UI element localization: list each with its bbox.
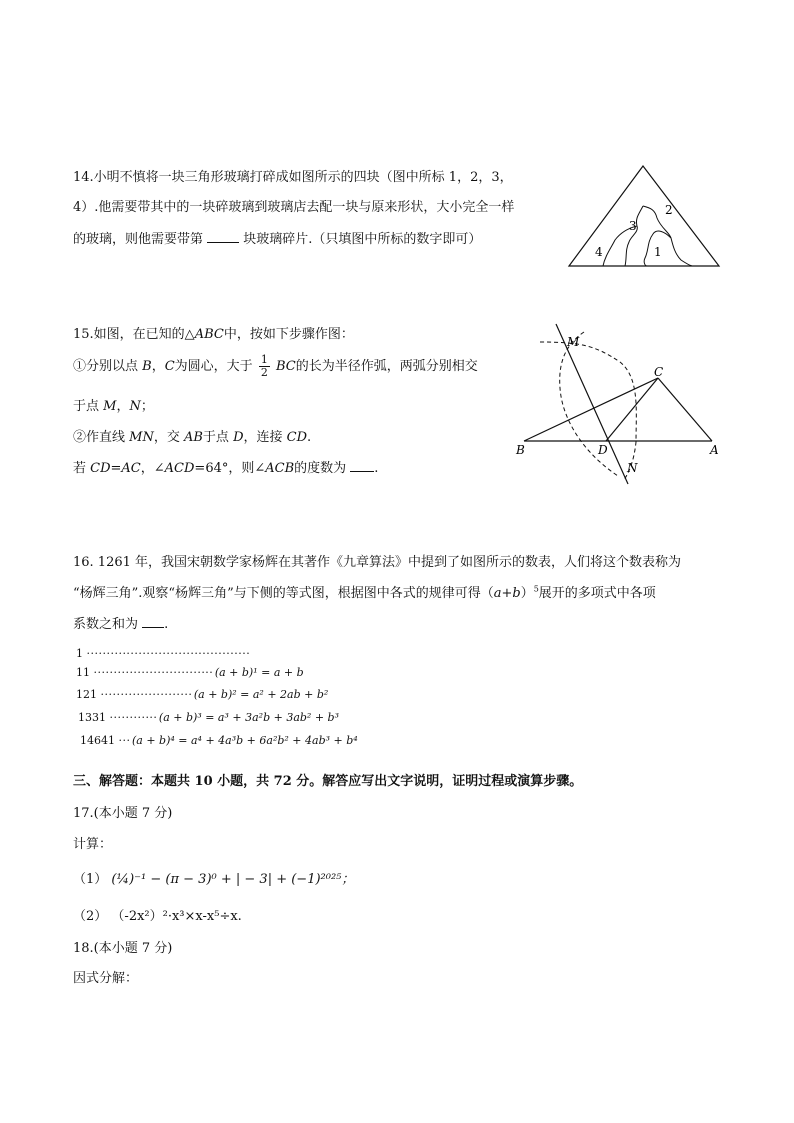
q16-line2-a: “杨辉三角”.观察“杨辉三角”与下侧的等式图，根据图中各式的规律可得（ [73,586,494,601]
q15-line1-b: ABC [194,327,224,342]
q16-line3-a: 系数之和为 [73,617,139,632]
yanghui-row-4 [78,711,339,724]
q16-line3 [73,613,168,632]
yanghui-row-1 [76,647,248,660]
q15-geometry-figure [510,322,730,488]
q17-part-1-expr: (¼)⁻¹ − (π − 3)⁰ + | − 3| + (−1)²⁰²⁵； [111,872,355,887]
q16-line2-b: a+b [493,586,521,601]
yanghui-row-1-num: 1 [76,647,83,660]
q15-line2-b: B [142,359,152,374]
q14-triangle-outline [569,166,719,266]
q16-line2-c: ） [520,586,534,601]
q15-segment-BC [524,378,658,441]
q15-line4-a: ②作直线 [73,430,130,445]
q15-line5-f: ACB [265,461,295,476]
q15-fraction [259,354,270,379]
q15-line4-b: MN [129,430,154,445]
q15-label-A: A [710,443,719,457]
q15-label-M: M [567,335,580,349]
q15-line1-a: 15.如图，在已知的△ [73,327,195,342]
yanghui-row-3-num: 121 [76,688,97,701]
q15-line5-g: 的度数为 [294,461,347,476]
yanghui-row-3 [76,688,328,701]
q15-line4-d: AB [183,430,203,445]
q15-line2-d: C [164,359,175,374]
yanghui-row-5 [80,734,358,747]
yanghui-row-2-num: 11 [76,666,90,679]
yanghui-row-4-dots: · · · · · · · · · · · · [109,711,156,724]
q15-line5-b: CD=AC [90,461,141,476]
q16-line2-d: 5 [533,584,539,594]
q15-line1 [73,323,354,342]
yanghui-row-3-dots: · · · · · · · · · · · · · · · · · · · · · · · [100,688,191,701]
q15-segment-CD [606,378,658,441]
q14-label-1: 1 [654,245,662,259]
q15-label-D: D [598,443,608,457]
q15-frac-num: 1 [260,353,268,366]
q15-line3-d: N [129,399,141,414]
q14-answer-blank[interactable] [207,230,239,243]
q15-line5 [73,457,378,476]
q15-line5-e: =64°，则∠ [194,461,266,476]
q15-line4-e: 于点 [202,430,234,445]
q17-part-2-expr: （-2x²）²·x³×x-x⁵÷x. [111,909,242,924]
yanghui-row-5-expr: (a + b)⁴ = a⁴ + 4a³b + 6a²b² + 4ab³ + b⁴ [131,734,358,747]
q15-line1-c: 中，按如下步骤作图： [223,327,354,342]
q15-line3 [73,395,154,414]
section-3-heading: 三、解答题：本题共 10 小题，共 72 分。解答应写出文字说明，证明过程或演算步骤。 [73,774,583,789]
q15-line4-h: CD [286,430,308,445]
q15-line2-f: BC [275,359,296,374]
q15-line2-c: ， [151,359,165,374]
q14-label-4: 4 [595,245,603,259]
q15-line5-c: ，∠ [140,461,165,476]
q14-line2: 4）.他需要带其中的一块碎玻璃到玻璃店去配一块与原来形状，大小完全一样 [73,200,515,215]
q15-line2-e: 为圆心，大于 [174,359,253,374]
q15-line3-c: ， [116,399,130,414]
q18-title: 18.(本小题 7 分) [73,941,173,956]
q15-answer-blank[interactable] [350,459,374,472]
q15-arc-right [560,332,618,476]
q14-label-2: 2 [665,203,673,217]
yanghui-row-2-dots: · · · · · · · · · · · · · · · · · · · · · · · · · · · · · · [93,666,212,679]
q17-part-2 [73,905,242,924]
q15-line4-g: ，连接 [243,430,287,445]
q15-line5-a: 若 [73,461,91,476]
q14-line1: 14.小明不慎将一块三角形玻璃打碎成如图所示的四块（图中所标 1，2，3， [73,170,513,185]
yanghui-row-2 [76,666,304,679]
q15-label-N: N [627,461,638,475]
q14-line3-a: 的玻璃，则他需要带第 [73,232,204,247]
q14-triangle-figure [565,162,725,270]
yanghui-row-4-num: 1331 [78,711,106,724]
q17-title: 17.(本小题 7 分) [73,806,173,821]
yanghui-row-5-num: 14641 [80,734,115,747]
q14-line3-b: 块玻璃碎片.（只填图中所标的数字即可） [243,232,482,247]
q15-segment-CA [658,378,712,441]
yanghui-row-4-expr: (a + b)³ = a³ + 3a²b + 3ab² + b³ [158,711,339,724]
q15-line2 [73,354,478,379]
q14-label-3: 3 [629,219,637,233]
q15-line5-d: ACD [164,461,195,476]
yanghui-row-2-expr: (a + b)¹ = a + b [214,666,304,679]
q14-crack-2 [625,206,643,266]
q15-line2-a: ①分别以点 [73,359,143,374]
yanghui-row-5-dots: · · · [118,734,129,747]
q15-line4 [73,426,311,445]
q17-prompt: 计算： [73,837,113,852]
q15-label-C: C [654,365,664,379]
q18-prompt: 因式分解： [73,971,139,986]
q16-line2 [73,582,656,601]
q15-line4-i: . [307,430,312,445]
q15-line3-e: ； [140,399,154,414]
q16-line2-e: 展开的多项式中各项 [538,586,656,601]
q16-answer-blank[interactable] [142,615,164,628]
yanghui-row-3-expr: (a + b)² = a² + 2ab + b² [193,688,329,701]
q15-line2-g: 的长为半径作弧，两弧分别相交 [295,359,478,374]
q16-line1: 16. 1261 年，我国宋朝数学家杨辉在其著作《九章算法》中提到了如图所示的数表，人们将这个数表称为 [73,555,682,570]
q15-line3-a: 于点 [73,399,104,414]
yanghui-row-1-dots: · · · · · · · · · · · · · · · · · · · · · · · · · · · · · · · · · · · · · · · · · [86,647,249,660]
q17-part-1-label: （1） [73,872,108,887]
q17-part-1 [73,868,354,887]
q15-line3-b: M [103,399,117,414]
q15-label-B: B [516,443,525,457]
q16-line3-b: . [164,617,169,632]
q14-line3 [73,228,481,247]
q15-line4-f: D [233,430,244,445]
q17-part-2-label: （2） [73,909,108,924]
q15-frac-den: 2 [260,366,268,379]
q15-line4-c: ，交 [153,430,184,445]
q15-line5-h: . [374,461,379,476]
